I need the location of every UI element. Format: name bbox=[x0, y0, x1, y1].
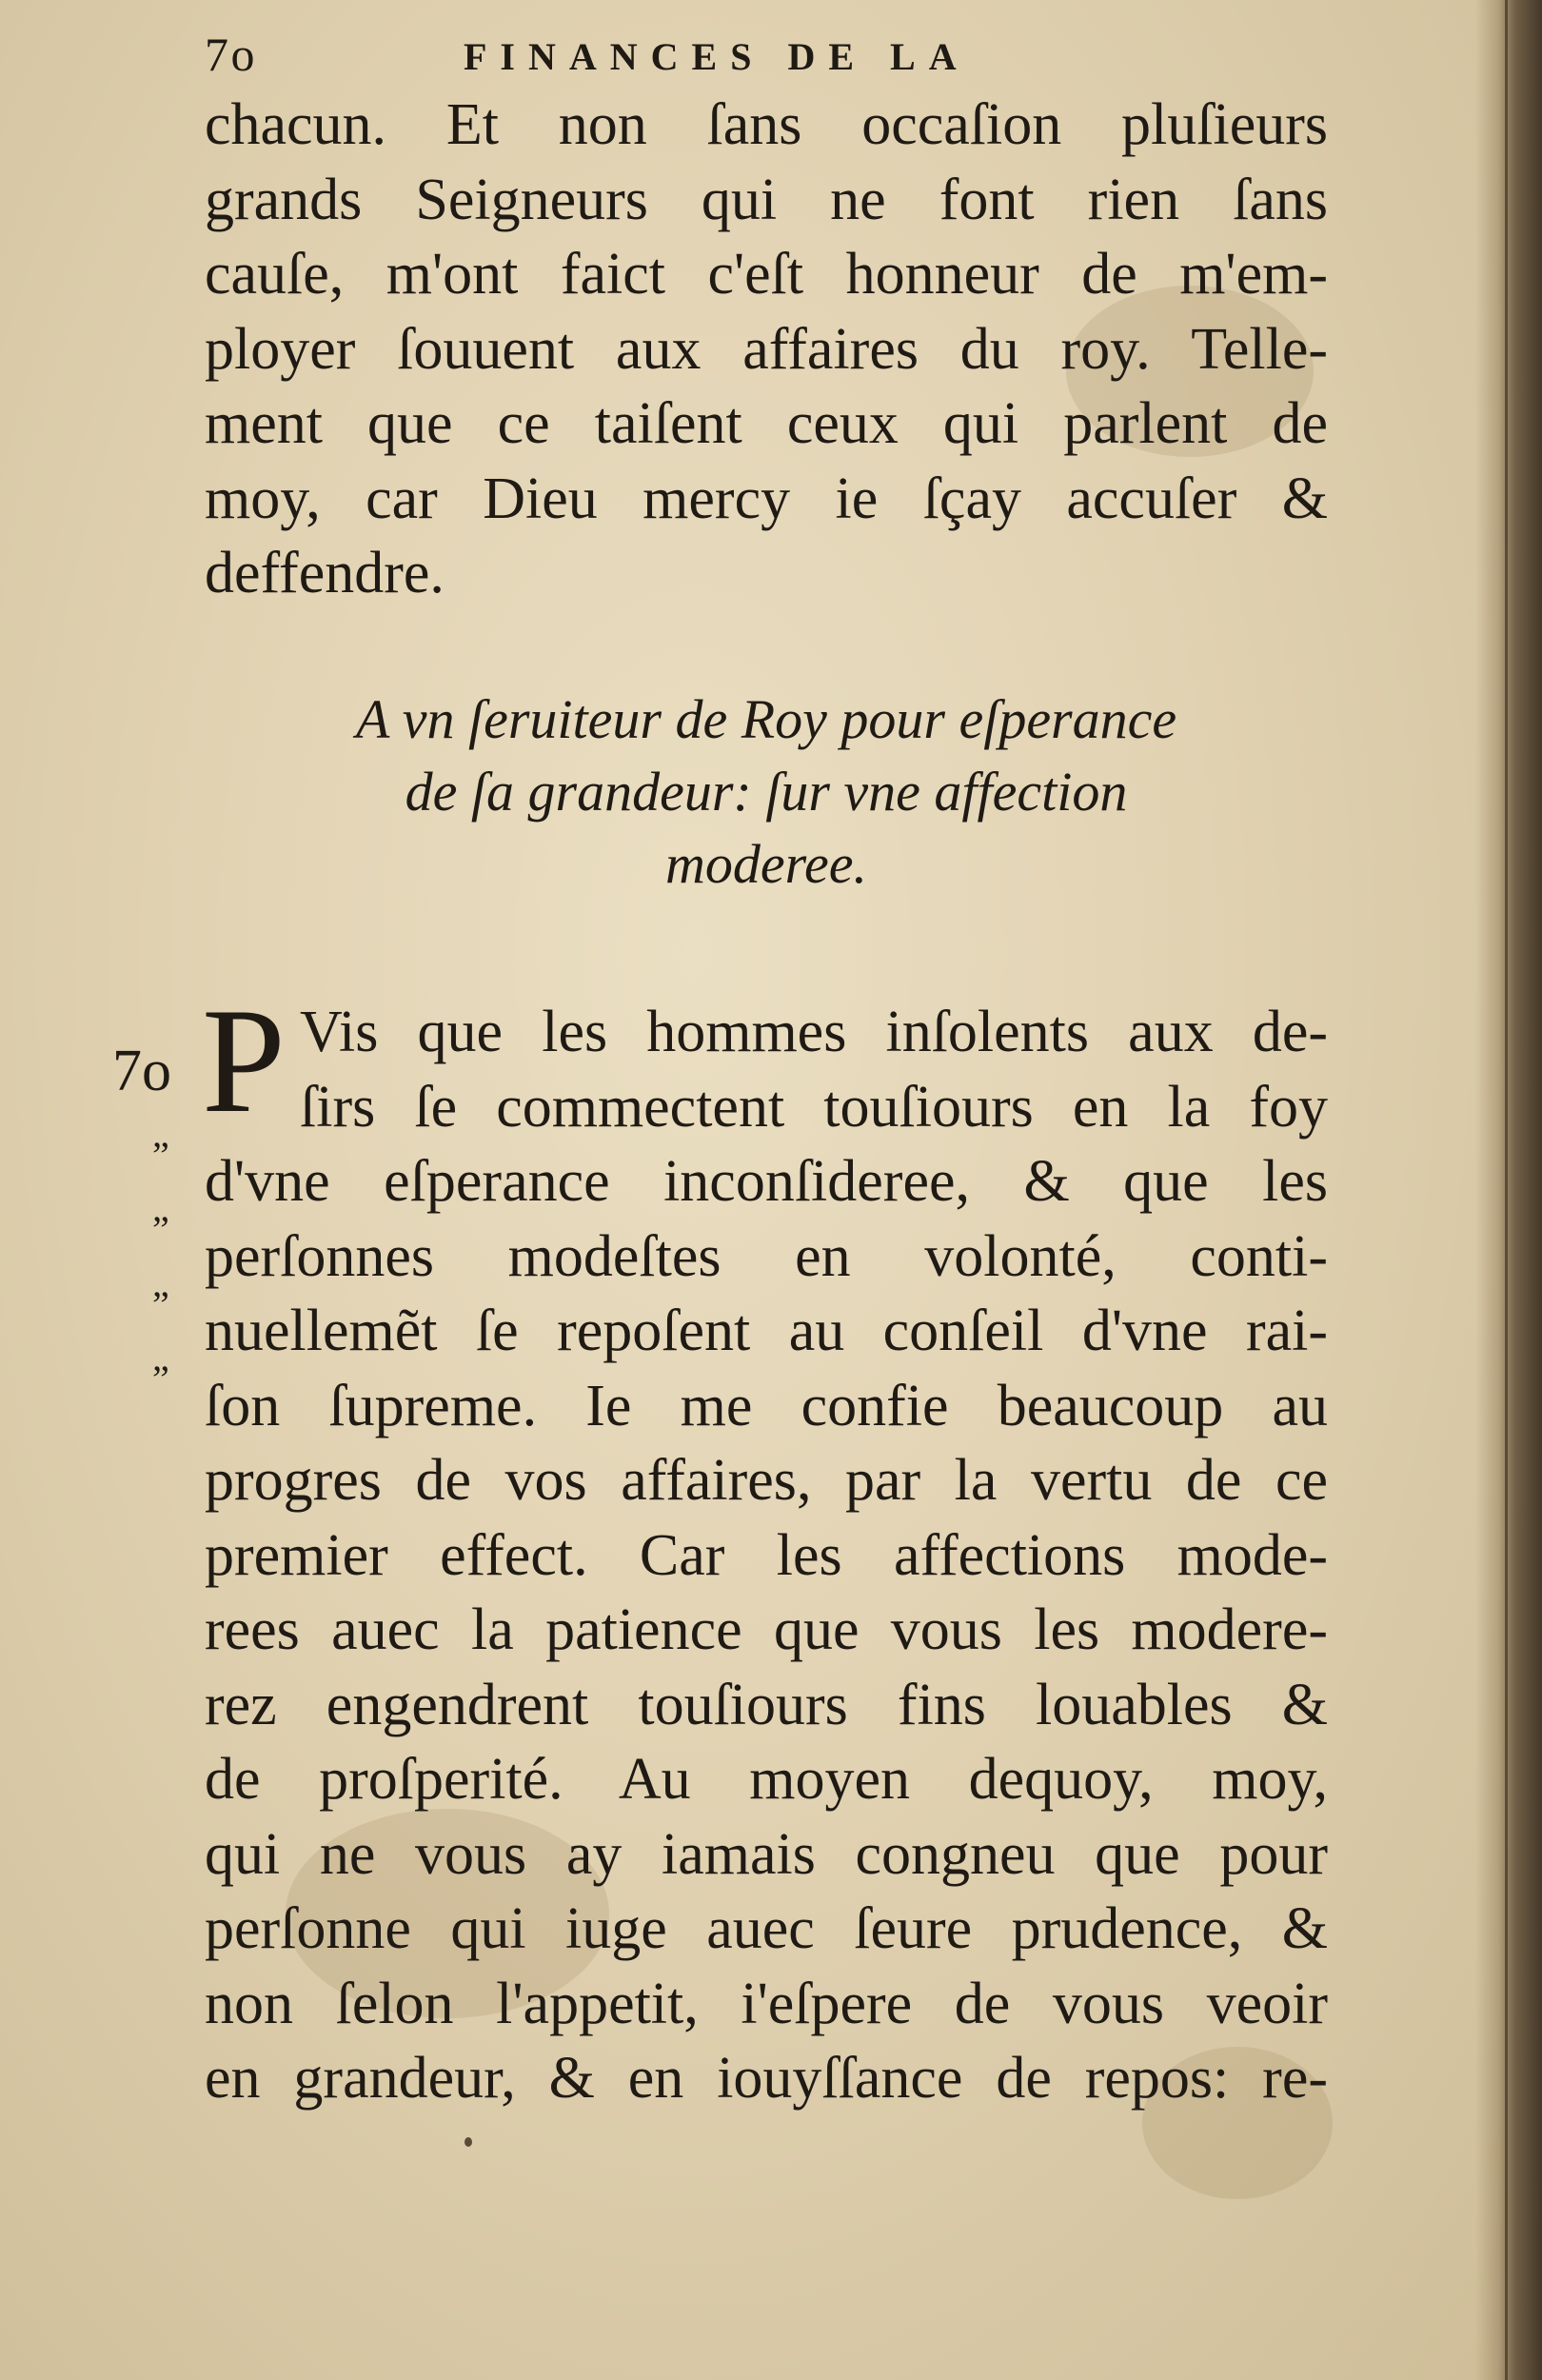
text-line: progres de vos affaires, par la vertu de ce bbox=[205, 1448, 1328, 1513]
marginal-quote-mark: ” bbox=[152, 1283, 169, 1326]
text-line: nuellemẽt ſe repoſent au conſeil d'vne rai- bbox=[205, 1299, 1328, 1363]
text-line: ployer ſouuent aux affaires du roy. Telle- bbox=[205, 316, 1328, 382]
page-gutter bbox=[1475, 0, 1542, 2380]
text-line: moy, car Dieu mercy ie ſçay accuſer & bbox=[205, 466, 1328, 531]
text-line: qui ne vous ay iamais congneu que pour bbox=[205, 1821, 1328, 1887]
heading-line: moderee. bbox=[664, 833, 868, 895]
text-line: Vis que les hommes inſolents aux de- bbox=[300, 1000, 1328, 1064]
text-line: rez engendrent touſiours fins louables & bbox=[205, 1672, 1328, 1737]
running-title: FINANCES DE LA bbox=[464, 35, 970, 78]
text-line: cauſe, m'ont faict c'eſt honneur de m'em- bbox=[205, 242, 1328, 307]
top-passage bbox=[205, 88, 1328, 611]
text-line: ſirs ſe commectent touſiours en la foy bbox=[300, 1074, 1328, 1140]
text-line: rees auec la patience que vous les modere- bbox=[205, 1597, 1328, 1662]
text-line: ment que ce taiſent ceux qui parlent de bbox=[205, 391, 1328, 456]
text-line: en grandeur, & en iouyſſance de repos: re- bbox=[205, 2046, 1328, 2111]
text-line: ſon ſupreme. Ie me confie beaucoup au bbox=[205, 1373, 1328, 1438]
text-line: deffendre. bbox=[205, 541, 445, 605]
text-line: premier effect. Car les affections mode- bbox=[205, 1522, 1328, 1588]
text-line: perſonnes modeſtes en volonté, conti- bbox=[205, 1223, 1328, 1289]
text-line: grands Seigneurs qui ne font rien ſans bbox=[205, 167, 1328, 232]
page-number: 7o bbox=[205, 28, 257, 81]
marginal-quote-mark: ” bbox=[152, 1208, 169, 1251]
letter-body bbox=[205, 995, 1328, 2116]
heading-line: A vn ſeruiteur de Roy pour eſperance bbox=[355, 688, 1177, 750]
text-line: perſonne qui iuge auec ſeure prudence, & bbox=[205, 1896, 1328, 1961]
marginal-quote-mark: ” bbox=[152, 1134, 169, 1177]
text-line: de proſperité. Au moyen dequoy, moy, bbox=[205, 1747, 1328, 1812]
margin-letter-number bbox=[112, 1038, 171, 1105]
drop-capital: P bbox=[202, 978, 286, 1144]
text-line: non ſelon l'appetit, i'eſpere de vous veoir bbox=[205, 1971, 1328, 2036]
heading-line: de ſa grandeur: ſur vne affection bbox=[405, 761, 1128, 823]
marginal-quote-mark: ” bbox=[152, 1358, 169, 1400]
letter-heading bbox=[205, 684, 1328, 901]
text-line: d'vne eſperance inconſideree, & que les bbox=[205, 1149, 1328, 1214]
running-head bbox=[205, 27, 1347, 93]
text-line: chacun. Et non ſans occaſion pluſieurs bbox=[205, 92, 1328, 157]
margin-number-text: 7o bbox=[112, 1039, 171, 1103]
gutter-fold-line bbox=[1505, 0, 1508, 2380]
ink-speck bbox=[465, 2137, 472, 2147]
